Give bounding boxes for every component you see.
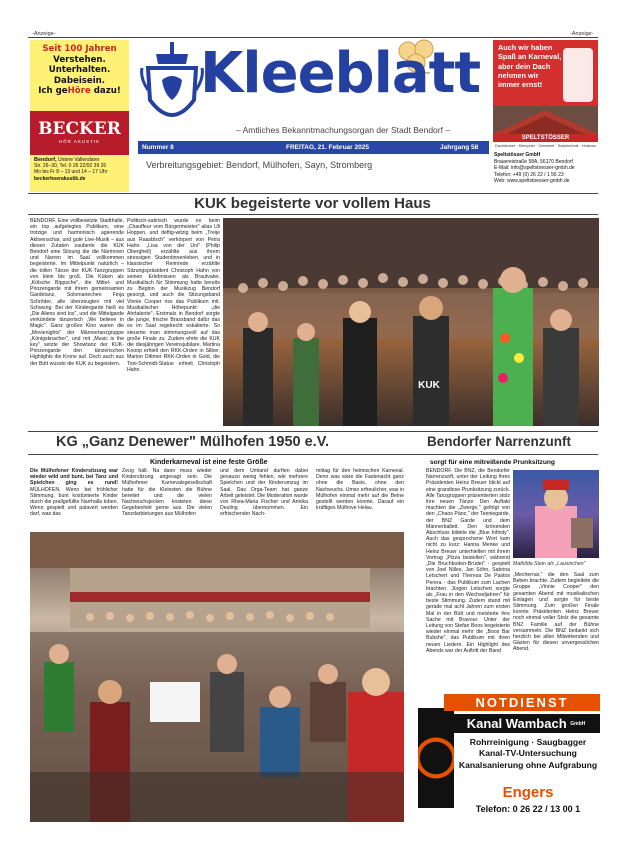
anzeige-label-left: -Anzeige- [32,31,56,37]
kg-photo [30,532,404,822]
becker-street: Untere Vallendarer [58,157,100,163]
kg-column-1-text: MÜLHOFEN. Wenn bei fröhlicher Stimmung, bunt kostümierte Kinder durch die prallgefüllte Narrhalla toben. Wenn gespielt und palavert werden darf, was das [30,486,118,518]
kuk-photo [223,218,599,426]
service-line: Kanalsanierung ohne Aufgrabung [458,759,598,770]
spelt-company: Speltstösser GmbH [494,152,541,158]
company-name: Kanal Wambach [466,716,567,731]
kg-column-3: und dem Umland durften dabei genauso wenig fehlen, wie mehrere Spielchen und der Kinderumzug im Saal. Das Orga-Team hat ganze Arbeit geleistet. Die Moderation wurde von Rhea-Maria Fischer und Annika Deuling übernommen. Ein erfrischender Nach- [220,468,308,518]
newspaper-title: Kleeblatt [200,41,481,106]
notdienst-company [452,714,600,733]
spelt-services: Dachdecker · Klempner · Zimmerei · Solartechnik · Holzbau [495,144,596,148]
becker-slogan [30,40,129,97]
svg-text:KUK: KUK [418,380,440,391]
rule [28,431,598,432]
becker-logo [30,111,129,155]
becker-line: Mo bis Fr 8 – 13 und 14 – 17 Uhr [34,169,108,176]
spelt-line: immer ernst! [498,80,543,90]
narren-column-2: „Mechernar," die den Saal zum Beben brachte. Zudem begleitete die Gruppe „Vinnie Cooper" den gesamten Abend mit musikalischen Einlagen und sorgte für beste Stimmung. Zum großen Finale konnte Präsidenten Heinz Breuer noch einmal voller Stolz die gesamte BNZ Familie auf der Bühne versammeln. Die BNZ bedankt sich herzlich bei allen Mitwirkenden und Gästen für diesen unvergesslichen Abend. [513,572,599,653]
issue-number: Nummer 8 [142,144,174,151]
newspaper-subtitle: – Amtliches Bekanntmachungsorgan der Stadt Bendorf – [236,125,451,135]
becker-slogan-line: Dabeisein. [53,75,106,86]
kg-column-4: mittag für den heimischen Karneval. Denn was wäre die Fastenacht ganz ohne die Basis, ohne den Nachwuchs. Umso erfreulicher, was in Mülhofen einmal mehr auf die Beine gestellt werden konnte. Darauf ein kräftiges Mülhove Helau. [316,468,404,512]
spelt-web[interactable]: www.speltstoesser-gmbh.de [506,178,570,184]
kg-lead: Die Mülhofener Kindersitzung war wieder wild und bunt, bei Tanz und Spielchen ging es rund! [30,468,118,487]
narren-headline: Bendorfer Narrenzunft [427,434,572,449]
kg-subhead: Kinderkarneval ist eine feste Größe [150,459,268,466]
becker-brand-sub: HÖR AKUSTIK [58,139,101,144]
rule [28,454,598,455]
kg-column-2: Zeug hält. Na dann muss wieder Kindersitzung angesagt sein. Die Mülhofener Karnevalsgesellschaft hatte für die Kleinsten die Bühne bereitet und die vielen Nachwuchsjecken kosteten diese Gegebenheit gerne aus. Die vielen Tanzdarbietungen aus Mülhofen [122,468,212,518]
spelt-email-label: E-Mail: [494,165,510,171]
becker-line: Str. 26–30, Tel. 0 26 22/92 39 26 [34,163,107,170]
roof-image [493,106,598,134]
issue-date: FREITAG, 21. Februar 2025 [286,144,369,151]
becker-web[interactable]: beckerhoerakustik.de [34,175,86,182]
becker-ad[interactable] [30,40,129,192]
becker-slogan-line [30,86,129,97]
slogan-part: dazu! [90,86,121,96]
kuk-headline: KUK begeisterte vor vollem Haus [194,195,431,212]
kg-column-1 [30,468,118,530]
becker-slogan-line: Unterhalten. [48,65,111,75]
issue-bar [138,141,489,154]
spelt-email[interactable]: info@speltstoesser-gmbh.de [510,165,575,171]
rule [28,214,598,215]
spelt-street: Brauereistraße 58A, 56170 Bendorf [494,158,573,165]
becker-slogan-line: Seit 100 Jahren [42,44,117,54]
becker-brand: BECKER [38,119,121,139]
roofer-figure-image [563,48,593,102]
kuk-column-1: BENDORF. Eine vollbesetzte Stadthalle, ein top aufgelegtes Publikum, eine trotzige und harmonisch agierende Aktivenschar, und gute Live-Musik – aus diesen Zutaten zauberte die KUK Bendorf eine Sitzung die die Närrinnen und Narren im Saal vollkommen begeisterte. Im Mittelpunkt natürlich – die tollen Tänze der KUK-Tanzgruppen von klein bis groß. Die Küken als „Kölsche Bippsche", die Mittel- und Prinzengarde mit ihrem gemeinsamen Gardetanz, Solomariechen Finja Schröder, alle überzeugten mit viel Schwung. Bei der Kindergarde hieß es „Die Aliens sind los", und die Mittelgarde verkündete tänzerisch „We believe in Magic". Ganz großes Kino waren die „Movienights" der Männertanzgruppe „Königsknacher", und mit „Music is the key" setzte der Showtanz der KUK-Prinzengarde den tänzerischen Highlights die Krone auf. Doch auch aus der Bütt wusste die KUK zu begeistern. [30,218,124,367]
notdienst-city: Engers [502,784,554,801]
narren-caption: Mathilda Stein als „Lausinchen" [513,561,586,567]
anzeige-label-right: -Anzeige- [570,31,594,37]
becker-slogan-line: Verstehen. [53,54,106,65]
service-line: Kanal-TV-Untersuchung [479,748,577,759]
slogan-part: Höre [67,86,91,96]
notdienst-head: NOTDIENST [444,694,600,711]
spelt-banner [493,40,598,106]
kuk-column-2: Politisch-satirisch wurde es beim „Chauffeur vom Bürgermeister" alias Uli Hoppen, und deftig-witzig beim „Treije aus Raasbisch" verkörpert von Petra Hahn. „Lisa von der Uni" (Philip Oberghell) erzählte aus ihrem stressigen Studentinnenleben, und in klassischer Reimrede erzählte Sitzungspräsident Christoph Hahn von seinen Erlebnissen als Brautvater. Musikalisch für Stimmung hatte bereits zu Beginn der Musikzug Bendorf gesorgt, und auch die Sitzungsband Vinnie Cooper riss das Publikum mit. Musikalischer Höhepunkt: „die Ahrtalente". Erstmals in Bendorf sorgte die junge, frische Brassband dafür das es im Saal regelrecht eskalierte. So steuerte man stimmungsvoll auf das große Finale zu. Zudem ehrte die KUK die diesjährigen Vereinsjubilare. Martina Knoop erhielt den RKK-Orden in Silber, Marion Dittmer RKK-Orden in Gold, die Toni-Schmidt-Statue erhielt Christoph Hahn. [127,218,220,373]
becker-city: Bendorf, [34,157,57,163]
bendorf-crest-icon [140,38,204,136]
speltstoesser-ad[interactable] [493,40,598,188]
top-rule [28,37,598,38]
distribution-area: Verbreitungsgebiet: Bendorf, Mülhofen, Sayn, Stromberg [146,160,373,170]
spelt-phone: +49 (0) 26 22 / 1 56 23 [512,171,564,178]
service-line: Rohrreinigung · Saugbagger [469,737,587,747]
slogan-part: Ich ge [38,86,68,96]
company-gmbh: GmbH [570,721,586,728]
spelt-line: Auch wir haben [498,43,553,52]
issue-volume: Jahrgang 58 [440,144,479,151]
spelt-phone-label: Telefon: [494,171,512,178]
spelt-line: Spaß an Karneval, [498,52,562,62]
spelt-address [494,152,575,185]
notdienst-services [458,737,598,771]
narren-column-1: BENDORF. Die BNZ, die Bendorfer Narrenzunft, unter der Leitung ihres Präsidenten Heinz Breuer blickt auf eine grandiose Prunksitzung zurück. Alle Tanzgruppen präsentierten stolz ihre neuen Tänze: Den Auftakt machten die „Zwerge," gefolgt von den „Chaos Pänz," der Teeniegarde, der BNZ Garde und dem Männerballett. Den krönenden Abschluss bildete die „Blue Infinity". Auch das gesprochene Wort kam nicht zu kurz: Hanna Menke und Heinz Breuer unterhielten mit ihrem Vortrag „Pizza bestellen", während „Die Bruchbuden-Brüder" - gespielt von Joel Nilles, Jan Söhn, Sabrina Letschert und Theresa De Pastos Perera - das Publikum zum Lachen brachten. Jürgen Letschert sorgte als „Frau in den Wechseljahren" für beste Stimmung. Zudem stand mit gerade mal acht Jahren zum ersten Mal in der Bütt und meisterte ihre Sache mit Bravour. Unter der Leitung von Stefan Boos begeisterte wieder einmal mehr die „Boos Bar Bubshe", das Publikum mit ihren neuen Liedern. Ein Highlight des Abends war der Auftritt der Band [426,468,510,654]
narren-photo [513,470,599,558]
kg-headline: KG „Ganz Denewer" Mülhofen 1950 e.V. [56,434,330,450]
notdienst-ad[interactable] [418,694,600,821]
spelt-web-label: Web: [494,178,506,184]
spelt-line: nehmen wir [498,70,539,80]
narren-subhead: sorgt für eine mitreißende Prunksitzung [430,459,555,466]
rule [28,193,598,194]
notdienst-phone: Telefon: 0 26 22 / 13 00 1 [475,804,581,814]
spelt-line: aber dein Dach [498,61,551,71]
spelt-name: SPELTSTÖSSER [493,134,598,142]
becker-info [34,157,107,182]
pipe-ring-icon [418,708,454,808]
